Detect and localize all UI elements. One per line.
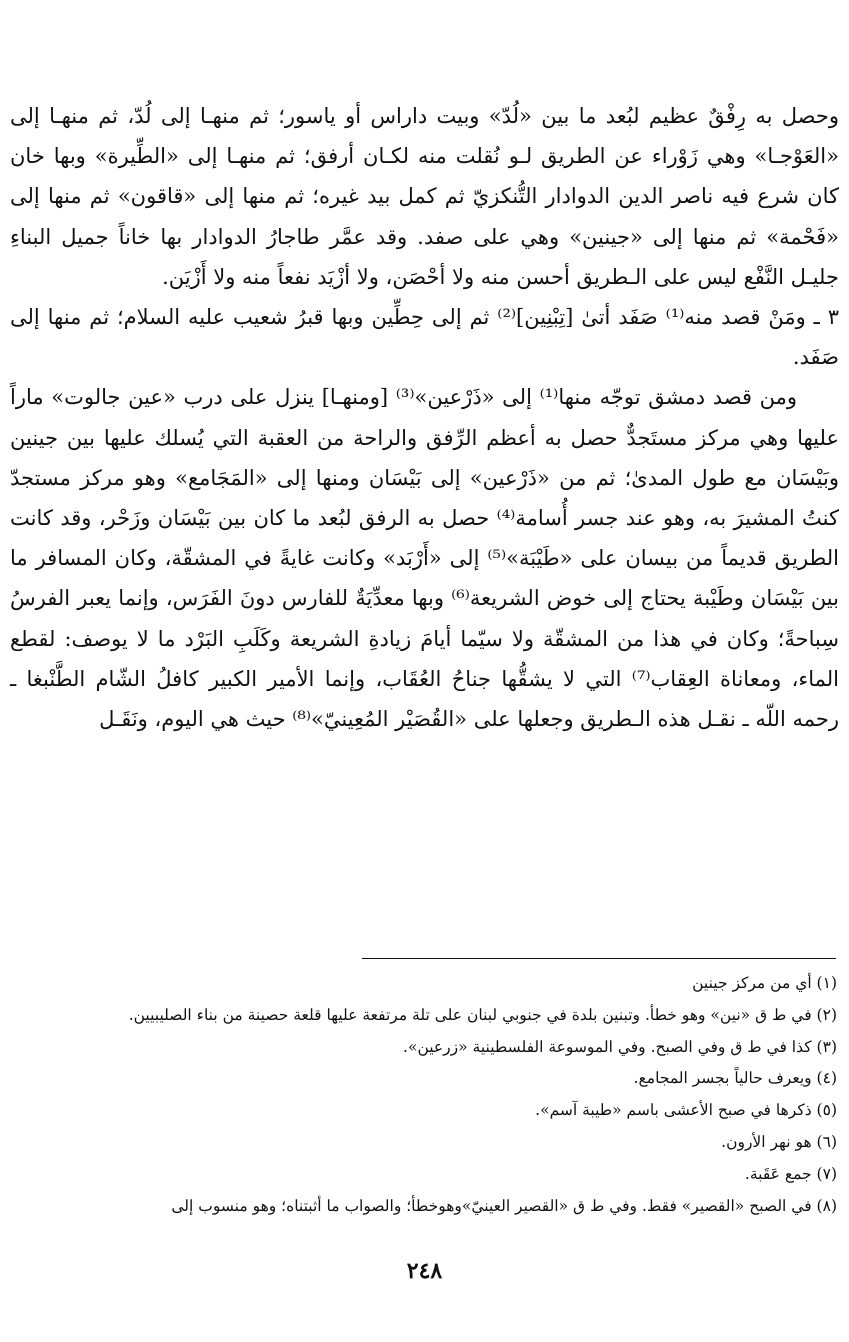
footnote-3: (٣) كذا في ط ق وفي الصبح. وفي الموسوعة الفلسطينية «زرعين». (403, 1037, 837, 1056)
footnote-7: (٧) جمع عَقَبة. (744, 1164, 837, 1183)
footnote-4: (٤) ويعرف حالياً بجسر المجامع. (633, 1069, 837, 1088)
footnote-5: (٥) ذكرها في صبح الأعشى باسم «طيبة آسم». (535, 1101, 837, 1120)
main-text (10, 96, 839, 739)
paragraph-2: ٣ ـ ومَنْ قصد منه⁽¹⁾ صَفَد أتىٰ [تِبْنِين]⁽²⁾ ثم إلى حِطِّين وبها قبرُ شعيب عليه السلام؛ ثم منها إلى صَفَد. (10, 305, 839, 370)
paragraph-1: وحصل به رِفْقٌ عظيم لبُعد ما بين «لُدّ» وبيت داراس أو ياسور؛ ثم منهـا إلى لُدّ، ثم منهـا إلى «العَوْجـا» وهي زَوْراء عن الطريق لـو نُقلت منه لكـان أرفق؛ ثم منهـا إلى «الطِّيرة» وبها خان كان شرع فيه ناصر الدين الدوادار التُّنكزيّ ثم كمل بيد غيره؛ ثم منها إلى «قاقون» ثم منها إلى «فَحْمة» ثم منها إلى «جينين» وهي على صفد. وقد عمَّر طاجارُ الدوادار بها خاناً جميل البناءِ جليـل النَّفْع ليس على الـطريق أحسن منه ولا أحْصَن، ولا أزْيَد نفعاً منه ولا أَزْيَن. (10, 104, 839, 289)
footnote-separator (362, 958, 836, 959)
page-number: ٢٤٨ (406, 1258, 443, 1284)
footnote-6: (٦) هو نهر الأرون. (721, 1132, 837, 1151)
paragraph-3: ومن قصد دمشق توجّه منها⁽¹⁾ إلى «ذَرْعين»⁽³⁾ [ومنهـا] ينزل على درب «عين جالوت» ماراً عليها وهي مركز مستَجدٌّ حصل به أعظم الرِّفق والراحة من العقبة التي يُسلك عليها بين جينين وبَيْسَان مع طول المدىٰ؛ ثم من «ذَرْعين» إلى بَيْسَان ومنها إلى «المَجَامع» وهو مركز مستجدّ كنتُ المشيرَ به، وهو عند جسر أُسامة⁽⁴⁾ حصل به الرفق لبُعد ما كان بين بَيْسَان وزَحْر، وقد كانت الطريق قديماً من بيسان على «طَيْبَة»⁽⁵⁾ إلى «أَرْبَد» وكانت غايةً في المشقّة، وكان المسافر ما بين بَيْسَان وطَيْبة يحتاج إلى خوض الشريعة⁽⁶⁾ وبها معدِّيَةٌ للفارس دونَ الفَرَس، وإنما يعبر الفرسُ سِباحةً؛ وكان في هذا من المشقّة ولا سيّما أيامَ زيادةِ الشريعة وكَلَبِ البَرْد ما لا يوصف: لقطع الماء، ومعاناة العِقاب⁽⁷⁾ التي لا يشقُّها جناحُ العُقَاب، وإنما الأمير الكبير كافلُ الشّام الطَّنْبغا ـ رحمه اللّه ـ نقـل هذه الـطريق وجعلها على «القُصَيْر المُعِينيّ»⁽⁸⁾ حيث هي اليوم، ونَقَـل (10, 385, 840, 732)
footnote-2: (٢) في ط ق «نين» وهو خطأ. وتبنين بلدة في جنوبي لبنان على تلة مرتفعة عليها قلعة حصينة من بناء الصليبيين. (128, 1005, 837, 1024)
footnotes-list (0, 968, 837, 1222)
footnote-8: (٨) في الصبح «القصير» فقط. وفي ط ق «القصير العينيّ»وهوخطأ؛ والصواب ما أثبتناه؛ وهو منسوب إلى (171, 1196, 837, 1215)
footnote-1: (١) أي من مركز جينين (692, 974, 837, 992)
